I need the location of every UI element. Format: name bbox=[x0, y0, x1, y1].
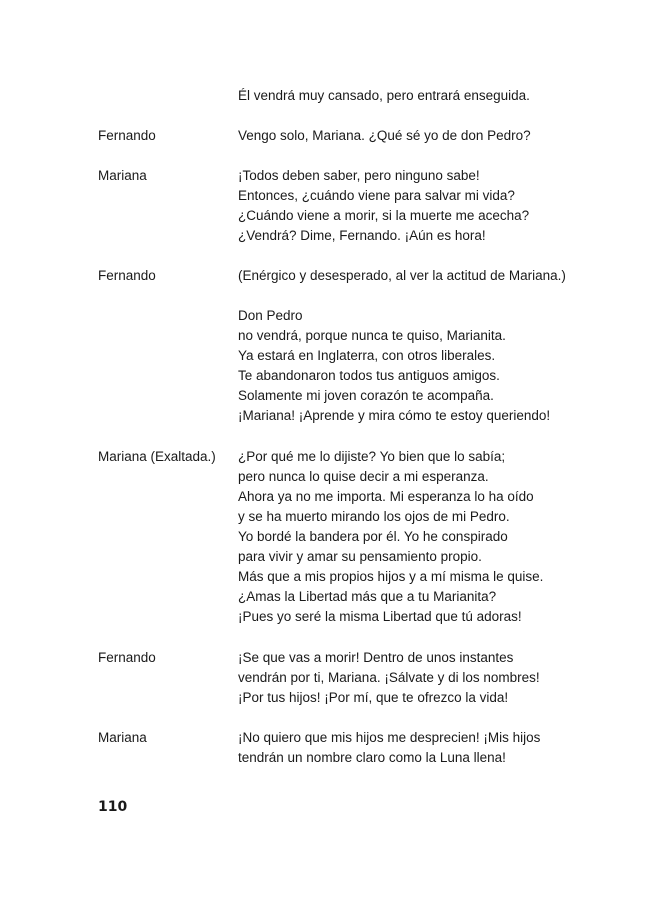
dialogue-line: ¡Por tus hijos! ¡Por mí, que te ofrezco la vida! bbox=[238, 690, 509, 705]
dialogue-line: ¡Se que vas a morir! Dentro de unos instantes bbox=[238, 650, 514, 665]
dialogue-line: Ya estará en Inglaterra, con otros liberales. bbox=[238, 348, 496, 363]
dialogue-line: Vengo solo, Mariana. ¿Qué sé yo de don Pedro? bbox=[238, 128, 531, 143]
dialogue-line: Solamente mi joven corazón te acompaña. bbox=[238, 388, 494, 403]
dialogue-line: Yo bordé la bandera por él. Yo he conspirado bbox=[238, 529, 508, 544]
dialogue-line: ¡Pues yo seré la misma Libertad que tú adoras! bbox=[238, 609, 522, 624]
speaker-name: Mariana bbox=[98, 168, 147, 183]
dialogue-line: no vendrá, porque nunca te quiso, Marianita. bbox=[238, 328, 506, 343]
stage-direction: (Enérgico y desesperado, al ver la actitud de Mariana.) bbox=[238, 268, 566, 283]
page-number: 110 bbox=[98, 799, 128, 815]
dialogue-line: Más que a mis propios hijos y a mí misma le quise. bbox=[238, 569, 544, 584]
dialogue-line: Él vendrá muy cansado, pero entrará enseguida. bbox=[238, 88, 530, 103]
dialogue-line: ¿Cuándo viene a morir, si la muerte me acecha? bbox=[238, 208, 530, 223]
dialogue-line: Entonces, ¿cuándo viene para salvar mi vida? bbox=[238, 188, 515, 203]
dialogue-line: ¿Amas la Libertad más que a tu Marianita? bbox=[238, 589, 497, 604]
dialogue-line: ¿Por qué me lo dijiste? Yo bien que lo sabía; bbox=[238, 449, 506, 464]
speaker-name: Fernando bbox=[98, 268, 156, 283]
dialogue-line: ¡No quiero que mis hijos me desprecien! ¡Mis hijos bbox=[238, 730, 541, 745]
dialogue-line: para vivir y amar su pensamiento propio. bbox=[238, 549, 482, 564]
dialogue-line: ¡Mariana! ¡Aprende y mira cómo te estoy queriendo! bbox=[238, 408, 551, 423]
dialogue-line: ¡Todos deben saber, pero ninguno sabe! bbox=[238, 168, 480, 183]
dialogue-line: Te abandonaron todos tus antiguos amigos. bbox=[238, 368, 500, 383]
dialogue-line: Ahora ya no me importa. Mi esperanza lo ha oído bbox=[238, 489, 534, 504]
dialogue-line: ¿Vendrá? Dime, Fernando. ¡Aún es hora! bbox=[238, 228, 486, 243]
speaker-name: Mariana (Exaltada.) bbox=[98, 449, 216, 464]
speaker-name: Mariana bbox=[98, 730, 147, 745]
dialogue-line: vendrán por ti, Mariana. ¡Sálvate y di los nombres! bbox=[238, 670, 540, 685]
speaker-name: Fernando bbox=[98, 128, 156, 143]
dialogue-line: Don Pedro bbox=[238, 308, 303, 323]
dialogue-line: pero nunca lo quise decir a mi esperanza. bbox=[238, 469, 489, 484]
dialogue-line: y se ha muerto mirando los ojos de mi Pedro. bbox=[238, 509, 510, 524]
speaker-name: Fernando bbox=[98, 650, 156, 665]
dialogue-line: tendrán un nombre claro como la Luna llena! bbox=[238, 750, 506, 765]
